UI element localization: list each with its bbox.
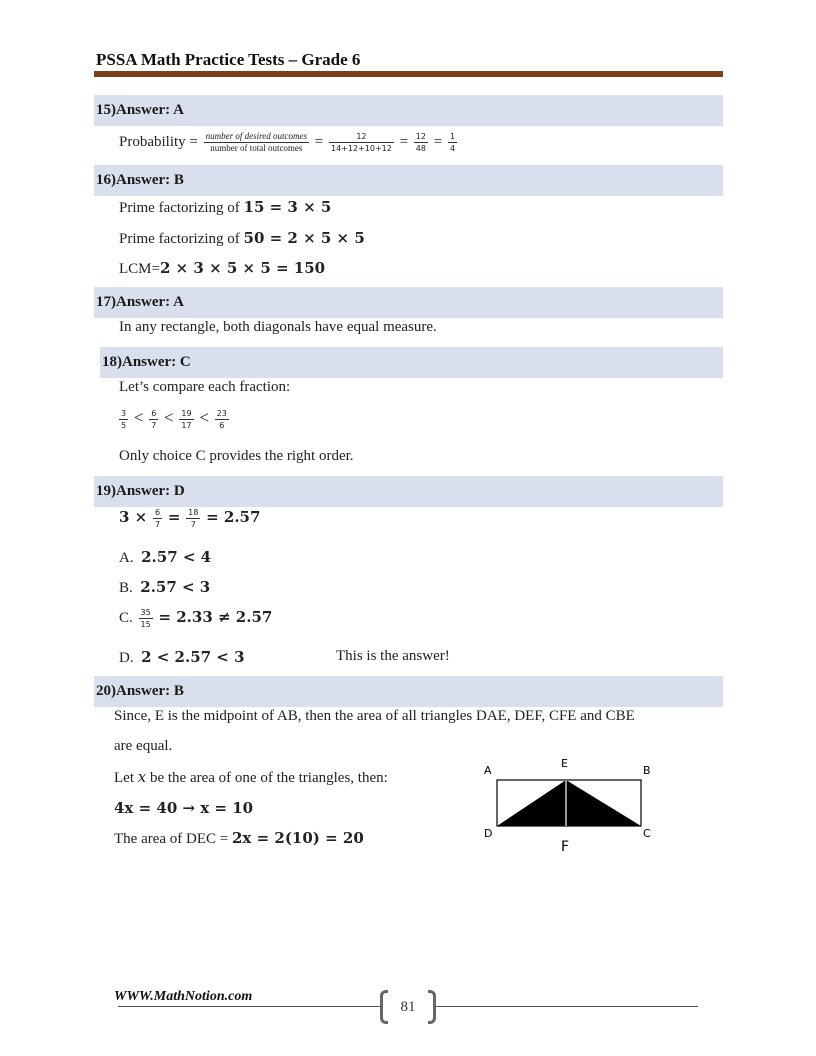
answer-note: This is the answer! bbox=[336, 648, 450, 664]
fraction-numerator: 19 bbox=[181, 409, 192, 419]
option-math: 2 < 2.57 < 3 bbox=[141, 648, 245, 666]
answer-label-16: 16)Answer: B bbox=[96, 172, 184, 188]
prime-factor-50-line bbox=[119, 229, 365, 248]
option-letter: A. bbox=[119, 550, 134, 566]
equals-sign: = bbox=[433, 133, 443, 150]
line-text: Prime factorizing of bbox=[119, 231, 244, 247]
line-text: be the area of one of the triangles, then: bbox=[146, 770, 388, 786]
fraction-6-over-7 bbox=[153, 507, 162, 530]
fraction-numerator: 12 bbox=[329, 131, 394, 143]
vertex-label-d: D bbox=[484, 827, 493, 840]
fraction-denominator: 14+12+10+12 bbox=[331, 144, 392, 153]
probability-prefix: Probability = bbox=[119, 133, 198, 150]
fraction-denominator: number of total outcomes bbox=[210, 143, 303, 153]
fraction-19-over-17 bbox=[179, 408, 193, 431]
fraction-denominator: 48 bbox=[415, 144, 426, 153]
fraction-18-over-7 bbox=[186, 507, 200, 530]
option-b-line bbox=[119, 578, 210, 597]
fraction-denominator: 4 bbox=[449, 144, 456, 153]
vertex-label-c: C bbox=[643, 827, 651, 840]
fraction-numerator: 6 bbox=[154, 508, 161, 517]
vertex-label-f: F bbox=[561, 839, 570, 855]
fraction-denominator: 5 bbox=[121, 421, 127, 431]
option-letter: C. bbox=[119, 609, 133, 626]
fraction-1-over-4 bbox=[448, 131, 457, 154]
compare-fractions-intro: Let’s compare each fraction: bbox=[119, 379, 291, 395]
line-math: 15 = 3 × 5 bbox=[243, 198, 332, 216]
line-math: 50 = 2 × 5 × 5 bbox=[243, 229, 365, 247]
fraction-denominator: 15 bbox=[140, 620, 151, 629]
line-math: 2x = 2(10) = 20 bbox=[232, 829, 364, 847]
fraction-23-over-6 bbox=[215, 408, 229, 431]
option-c-line bbox=[119, 607, 272, 630]
fraction-denominator: 7 bbox=[154, 520, 161, 529]
fraction-numerator: 12 bbox=[415, 132, 426, 141]
answer-label-19: 19)Answer: D bbox=[96, 483, 185, 499]
equals-sign: = bbox=[167, 507, 181, 526]
fraction-numerator: number of desired outcomes bbox=[205, 131, 308, 141]
calculation-line bbox=[119, 507, 260, 530]
line-text: Prime factorizing of bbox=[119, 200, 244, 216]
page-number-box bbox=[380, 990, 436, 1024]
calc-prefix: 3 × bbox=[119, 507, 148, 526]
footer-website: WWW.MathNotion.com bbox=[114, 989, 253, 1004]
vertex-label-e: E bbox=[561, 757, 568, 770]
fraction-35-over-15 bbox=[139, 607, 153, 630]
prime-factor-15-line bbox=[119, 198, 331, 217]
vertex-label-a: A bbox=[484, 764, 492, 777]
header-divider bbox=[94, 71, 723, 77]
option-d-line bbox=[119, 648, 245, 667]
right-bracket bbox=[428, 990, 436, 1024]
option-letter: B. bbox=[119, 580, 133, 596]
fraction-numerator: 35 bbox=[140, 608, 151, 617]
rectangle-triangles-diagram bbox=[470, 752, 670, 862]
line-text: The area of DEC = bbox=[114, 831, 232, 847]
option-math: = 2.33 ≠ 2.57 bbox=[158, 607, 273, 626]
fraction-12-over-48 bbox=[414, 131, 428, 154]
answer-band-19 bbox=[94, 476, 723, 507]
fraction-numerator: 23 bbox=[216, 409, 227, 419]
fraction-numerator: 1 bbox=[449, 132, 456, 141]
line-text: LCM= bbox=[119, 261, 160, 277]
solve-x-line bbox=[114, 799, 253, 818]
fraction-numerator: 6 bbox=[151, 409, 157, 419]
fraction-6-over-7 bbox=[149, 408, 158, 431]
answer-band-20 bbox=[94, 676, 723, 707]
right-order-text: Only choice C provides the right order. bbox=[119, 448, 354, 464]
let-x-line bbox=[114, 768, 388, 787]
fraction-denominator: 17 bbox=[181, 421, 192, 431]
fraction-denominator: 6 bbox=[219, 421, 225, 431]
less-than-sign: < bbox=[164, 408, 174, 427]
lcm-line bbox=[119, 259, 325, 278]
answer-label-18: 18)Answer: C bbox=[102, 354, 191, 370]
less-than-sign: < bbox=[199, 408, 209, 427]
option-a-line bbox=[119, 548, 211, 567]
fraction-comparison bbox=[117, 408, 231, 431]
option-math: 2.57 < 3 bbox=[140, 578, 211, 596]
page-number: 81 bbox=[400, 999, 416, 1015]
calc-result: = 2.57 bbox=[206, 507, 261, 526]
midpoint-text-line1: Since, E is the midpoint of AB, then the area of all triangles DAE, DEF, CFE and CBE bbox=[114, 708, 635, 724]
fraction-desired-over-total bbox=[204, 131, 309, 154]
triangle-dec bbox=[497, 780, 641, 826]
equals-sign: = bbox=[314, 133, 324, 150]
fraction-3-over-5 bbox=[119, 408, 128, 431]
answer-label-15: 15)Answer: A bbox=[96, 102, 184, 118]
answer-band-16 bbox=[94, 165, 723, 196]
area-dec-line bbox=[114, 829, 364, 848]
variable-x: x bbox=[137, 768, 147, 786]
fraction-12-over-sum bbox=[329, 131, 394, 154]
answer-band-17 bbox=[94, 287, 723, 318]
fraction-denominator: 7 bbox=[190, 520, 196, 529]
fraction-numerator: 3 bbox=[121, 409, 127, 419]
probability-equation bbox=[119, 131, 459, 154]
line-math: 4x = 40 → x = 10 bbox=[114, 799, 254, 817]
rectangle-diagonals-text: In any rectangle, both diagonals have equal measure. bbox=[119, 319, 437, 335]
fraction-numerator: 18 bbox=[188, 508, 199, 517]
answer-band-18 bbox=[100, 347, 723, 378]
answer-label-20: 20)Answer: B bbox=[96, 683, 184, 699]
page-header-title: PSSA Math Practice Tests – Grade 6 bbox=[96, 50, 361, 69]
answer-label-17: 17)Answer: A bbox=[96, 294, 184, 310]
midpoint-text-line2: are equal. bbox=[114, 738, 173, 754]
option-math: 2.57 < 4 bbox=[141, 548, 212, 566]
fraction-denominator: 7 bbox=[151, 421, 157, 431]
line-text: Let bbox=[114, 770, 138, 786]
line-math: 2 × 3 × 5 × 5 = 150 bbox=[159, 259, 326, 277]
equals-sign: = bbox=[399, 133, 409, 150]
left-bracket bbox=[380, 990, 388, 1024]
option-letter: D. bbox=[119, 650, 134, 666]
vertex-label-b: B bbox=[643, 764, 651, 777]
less-than-sign: < bbox=[133, 408, 144, 427]
answer-band-15 bbox=[94, 95, 723, 126]
